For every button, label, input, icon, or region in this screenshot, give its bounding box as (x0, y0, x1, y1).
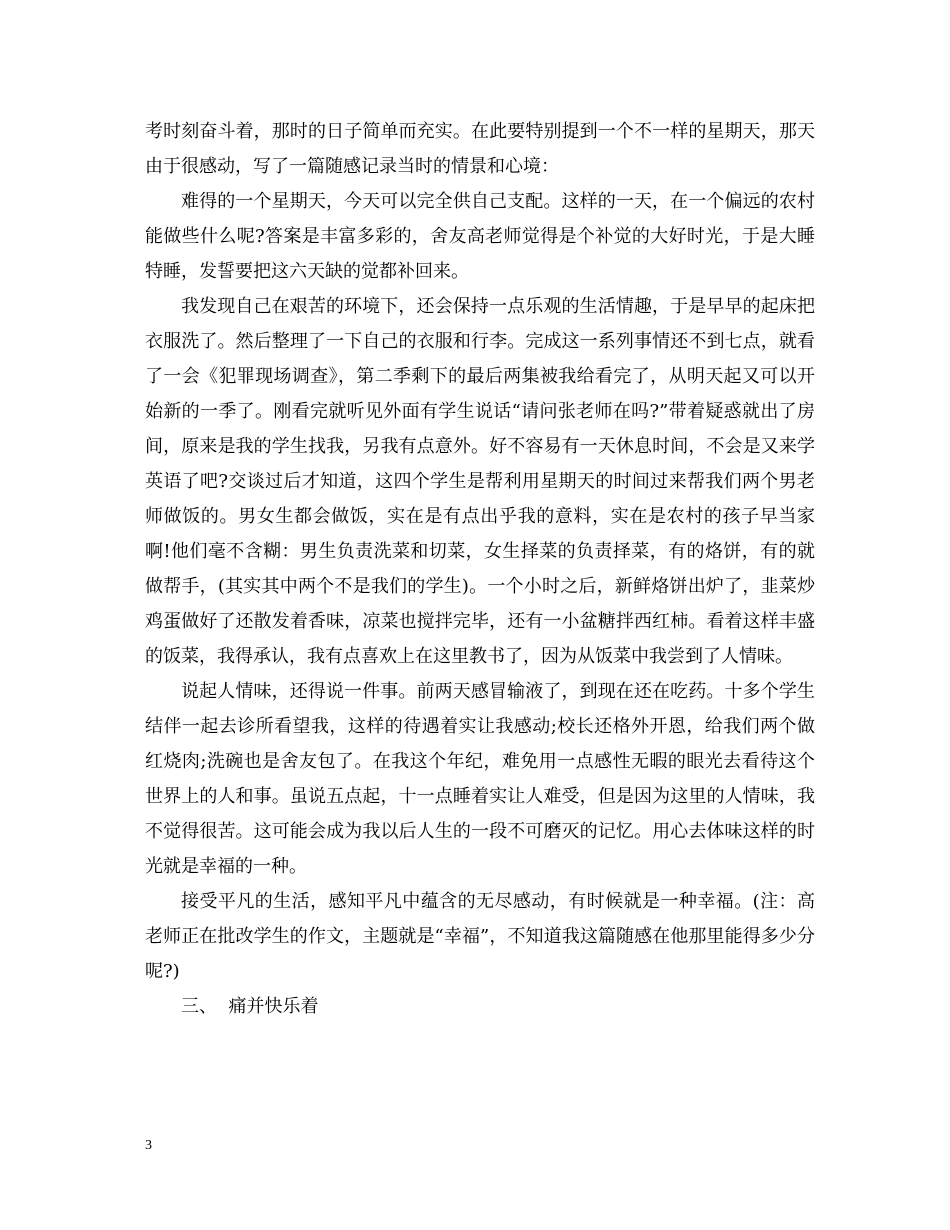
paragraph-2: 难得的一个星期天，今天可以完全供自己支配。这样的一天，在一个偏远的农村能做些什么呢?答案是丰富多彩的，舍友高老师觉得是个补觉的大好时光，于是大睡特睡，发誓要把这六天缺的觉都补回来。 (145, 191, 815, 282)
paragraph-5: 接受平凡的生活，感知平凡中蕴含的无尽感动，有时候就是一种幸福。(注：高老师正在批改学生的作文，主题就是“幸福”，不知道我这篇随感在他那里能得多少分呢?) (145, 891, 815, 982)
paragraph-1: 考时刻奋斗着，那时的日子简单而充实。在此要特别提到一个不一样的星期天，那天由于很感动，写了一篇随感记录当时的情景和心境： (145, 121, 815, 177)
section-heading: 三、 痛并快乐着 (181, 996, 319, 1017)
document-body (145, 114, 815, 1024)
paragraph-4: 说起人情味，还得说一件事。前两天感冒输液了，到现在还在吃药。十多个学生结伴一起去诊所看望我，这样的待遇着实让我感动;校长还格外开恩，给我们两个做红烧肉;洗碗也是舍友包了。在我这个年纪，难免用一点感性无暇的眼光去看待这个世界上的人和事。虽说五点起，十一点睡着实让人难受，但是因为这里的人情味，我不觉得很苦。这可能会成为我以后人生的一段不可磨灭的记忆。用心去体味这样的时光就是幸福的一种。 (145, 681, 815, 877)
page-number: 3 (145, 1138, 152, 1153)
paragraph-3: 我发现自己在艰苦的环境下，还会保持一点乐观的生活情趣，于是早早的起床把衣服洗了。然后整理了一下自己的衣服和行李。完成这一系列事情还不到七点，就看了一会《犯罪现场调查》，第二季剩下的最后两集被我给看完了，从明天起又可以开始新的一季了。刚看完就听见外面有学生说话“请问张老师在吗?”带着疑惑就出了房间，原来是我的学生找我，另我有点意外。好不容易有一天休息时间，不会是又来学英语了吧?交谈过后才知道，这四个学生是帮利用星期天的时间过来帮我们两个男老师做饭的。男女生都会做饭，实在是有点出乎我的意料，实在是农村的孩子早当家啊!他们毫不含糊：男生负责洗菜和切菜，女生择菜的负责择菜，有的烙饼，有的就做帮手，(其实其中两个不是我们的学生)。一个小时之后，新鲜烙饼出炉了，韭菜炒鸡蛋做好了还散发着香味，凉菜也搅拌完毕，还有一小盆糖拌西红柿。看着这样丰盛的饭菜，我得承认，我有点喜欢上在这里教书了，因为从饭菜中我尝到了人情味。 (145, 296, 815, 667)
